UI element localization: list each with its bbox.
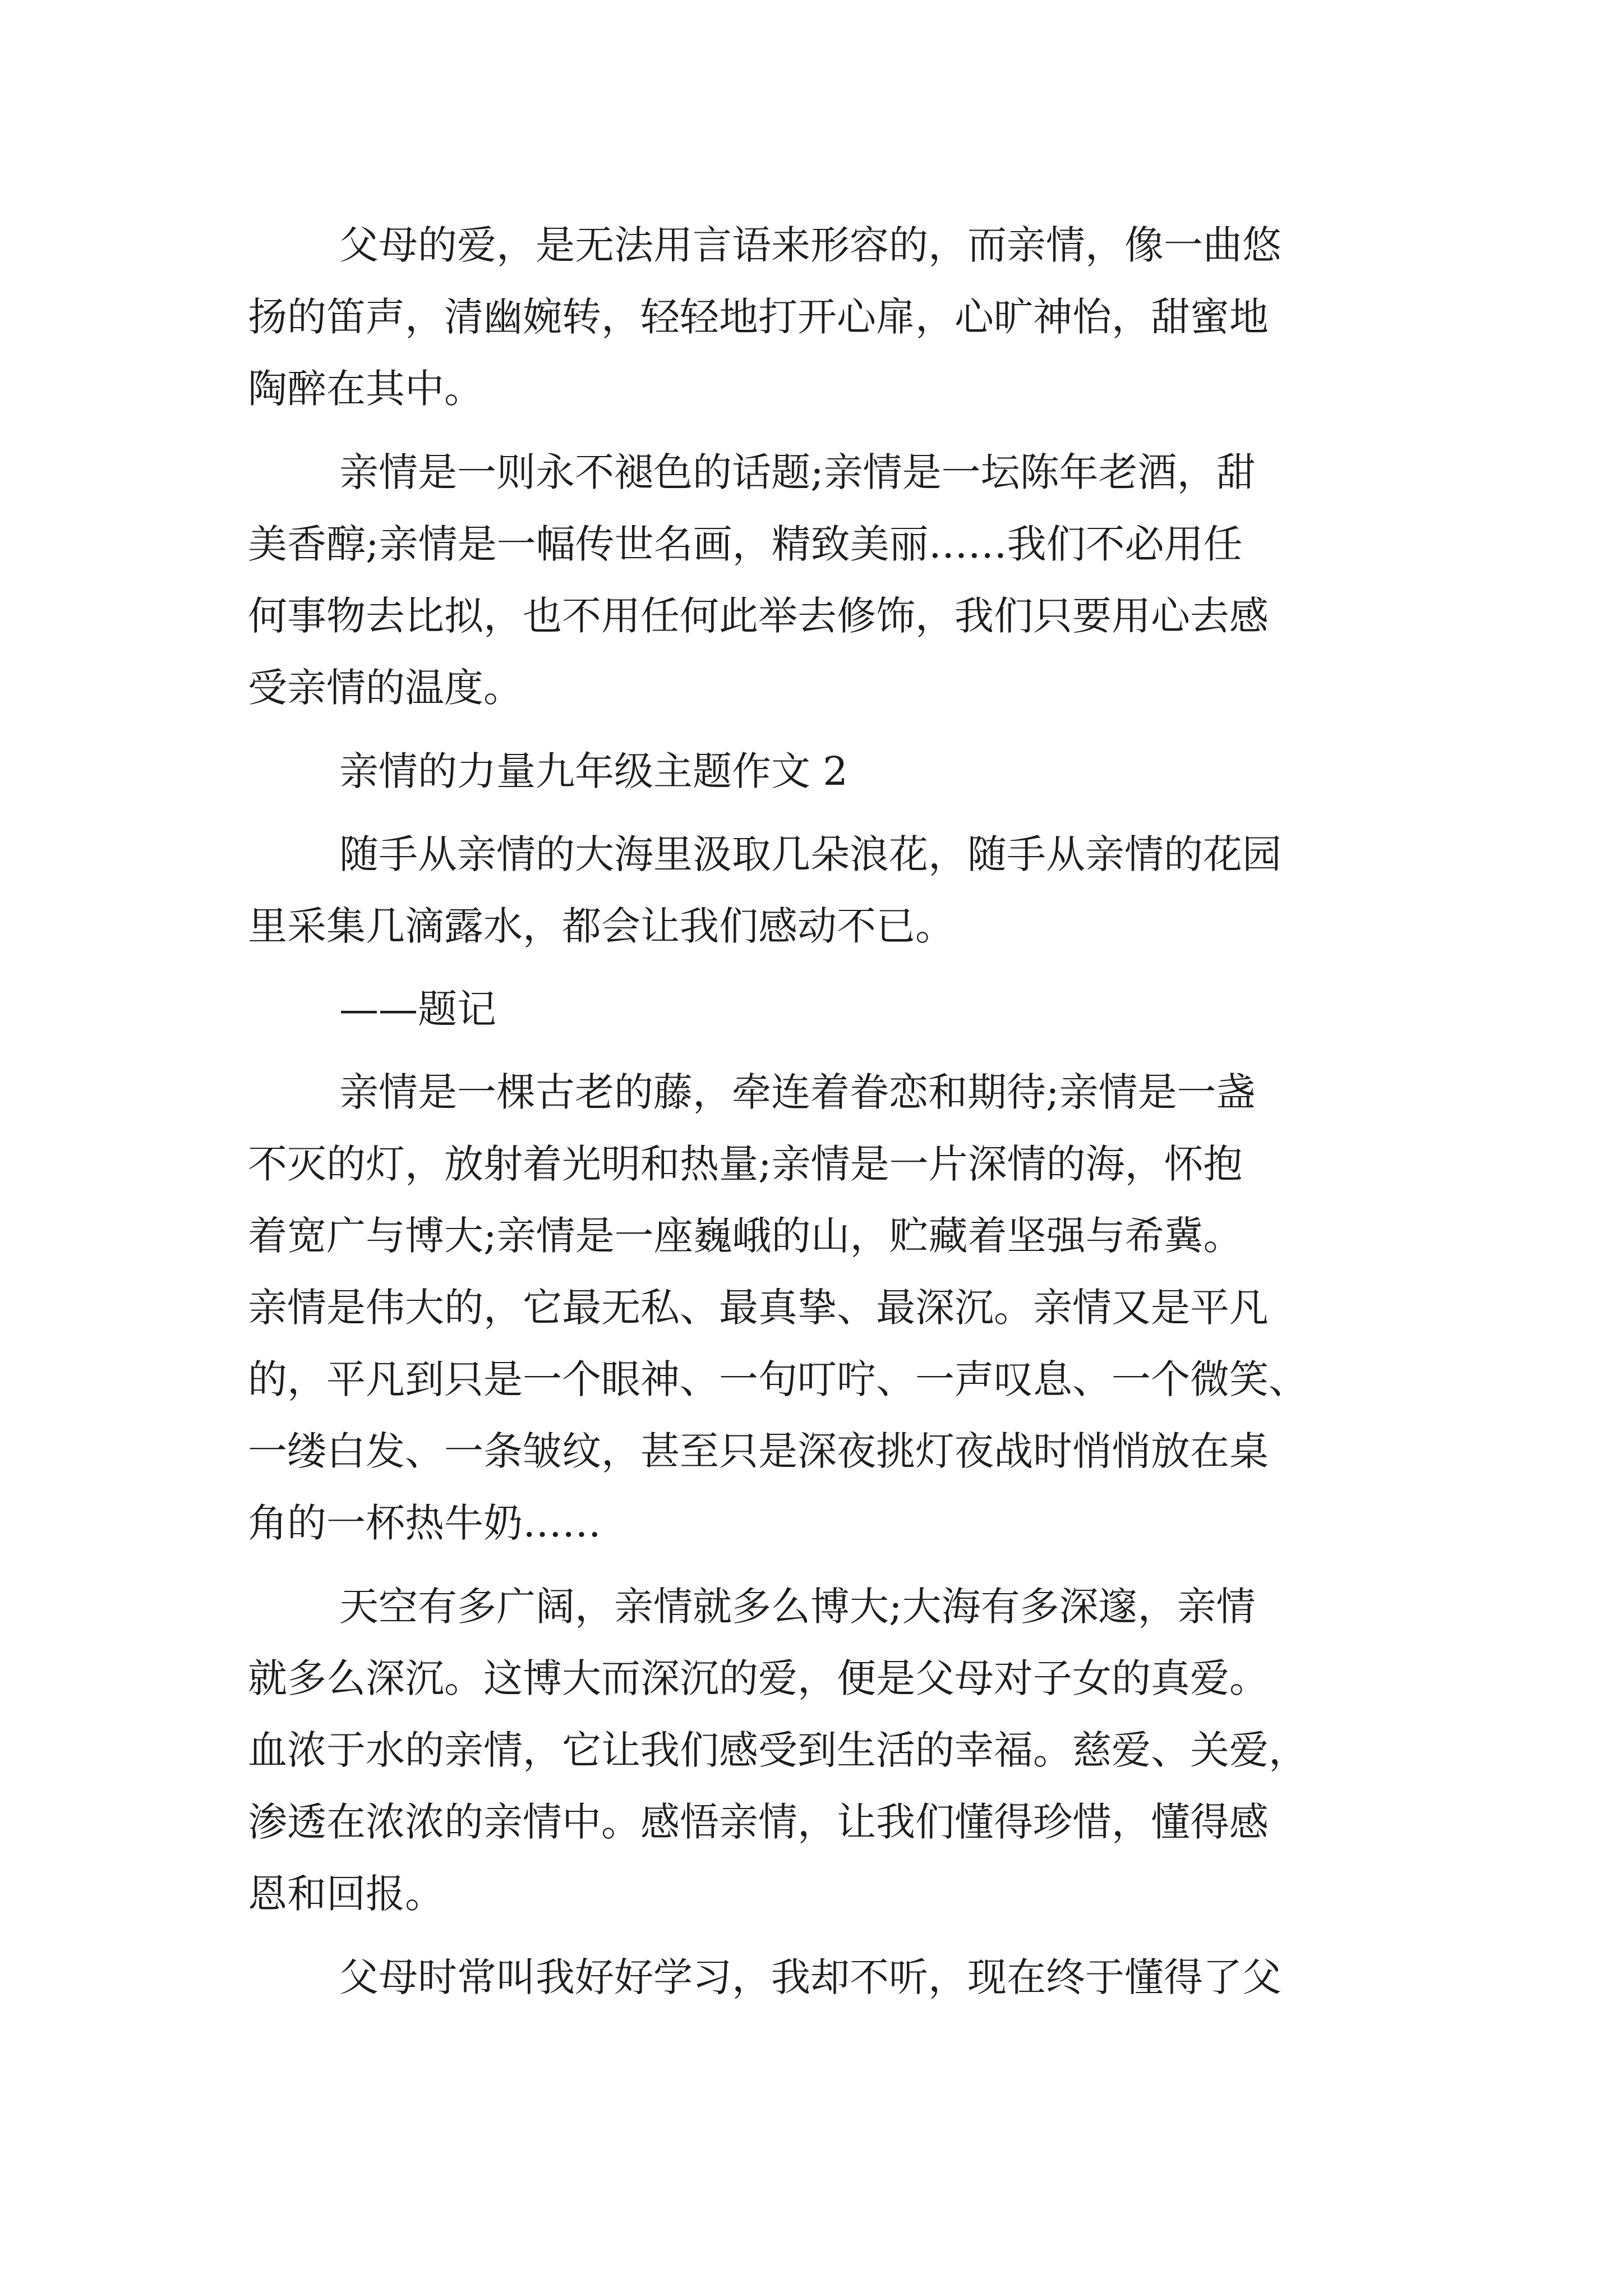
paragraph-1-line-2: 扬的笛声，清幽婉转，轻轻地打开心扉，心旷神怡，甜蜜地	[248, 294, 1269, 340]
paragraph-3-line-1: 随手从亲情的大海里汲取几朵浪花，随手从亲情的花园	[339, 831, 1281, 877]
paragraph-4-line-1: 亲情是一棵古老的藤，牵连着眷恋和期待;亲情是一盏	[339, 1069, 1256, 1115]
paragraph-4-line-6: 一缕白发、一条皱纹，甚至只是深夜挑灯夜战时悄悄放在桌	[248, 1428, 1269, 1474]
paragraph-6-line-1: 父母时常叫我好好学习，我却不听，现在终于懂得了父	[339, 1954, 1281, 2000]
section-heading: 亲情的力量九年级主题作文 2	[339, 748, 848, 794]
paragraph-2-line-4: 受亲情的温度。	[248, 665, 523, 711]
paragraph-5-line-3: 血浓于水的亲情，它让我们感受到生活的幸福。慈爱、关爱，	[248, 1727, 1308, 1773]
paragraph-5-line-1: 天空有多广阔，亲情就多么博大;大海有多深邃，亲情	[339, 1584, 1256, 1630]
paragraph-1-line-3: 陶醉在其中。	[248, 366, 483, 412]
paragraph-2-line-2: 美香醇;亲情是一幅传世名画，精致美丽……我们不必用任	[248, 521, 1243, 567]
paragraph-4-line-5: 的，平凡到只是一个眼神、一句叮咛、一声叹息、一个微笑、	[248, 1356, 1308, 1402]
epigraph-attribution: ——题记	[339, 986, 496, 1032]
paragraph-4-line-2: 不灭的灯，放射着光明和热量;亲情是一片深情的海，怀抱	[248, 1141, 1243, 1187]
paragraph-1-line-1: 父母的爱，是无法用言语来形容的，而亲情，像一曲悠	[339, 222, 1281, 268]
paragraph-3-line-2: 里采集几滴露水，都会让我们感动不已。	[248, 903, 955, 949]
paragraph-5-line-2: 就多么深沉。这博大而深沉的爱，便是父母对子女的真爱。	[248, 1655, 1269, 1701]
paragraph-5-line-4: 渗透在浓浓的亲情中。感悟亲情，让我们懂得珍惜，懂得感	[248, 1799, 1269, 1845]
paragraph-2-line-3: 何事物去比拟，也不用任何此举去修饰，我们只要用心去感	[248, 593, 1269, 639]
paragraph-5-line-5: 恩和回报。	[248, 1871, 444, 1917]
paragraph-4-line-4: 亲情是伟大的，它最无私、最真挚、最深沉。亲情又是平凡	[248, 1285, 1269, 1331]
paragraph-2-line-1: 亲情是一则永不褪色的话题;亲情是一坛陈年老酒，甜	[339, 449, 1256, 495]
paragraph-4-line-7: 角的一杯热牛奶……	[248, 1500, 601, 1546]
paragraph-4-line-3: 着宽广与博大;亲情是一座巍峨的山，贮藏着坚强与希冀。	[248, 1213, 1243, 1259]
